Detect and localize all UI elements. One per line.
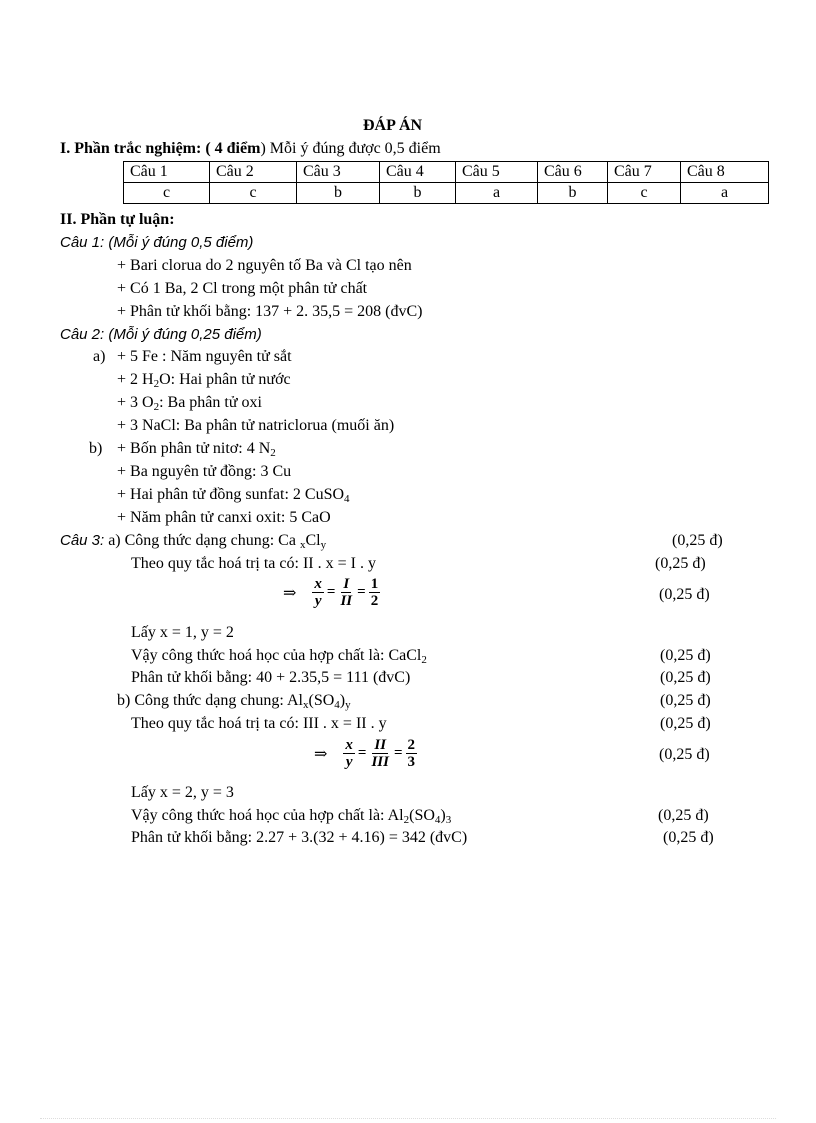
answer-cell: c	[210, 183, 297, 204]
q2-b1-sub: 2	[270, 447, 276, 459]
part2-heading: II. Phần tự luận:	[60, 211, 175, 228]
answer-cell: b	[380, 183, 456, 204]
fraction	[406, 737, 418, 770]
part1-close: )	[260, 140, 266, 157]
denominator: y	[314, 593, 322, 609]
q3-a-pre: a) Công thức dạng chung: Ca	[104, 532, 300, 549]
q3-b-formula-s3: 3	[445, 814, 452, 826]
score-mark: (0,25 đ)	[655, 555, 706, 572]
q2-a3-post: : Ba phân tử oxi	[159, 394, 262, 411]
q3-b-pre: b) Công thức dạng chung: Al	[117, 692, 303, 709]
q3-a-formula	[131, 646, 427, 666]
q2-a-line-3	[117, 393, 262, 413]
implies-symbol: ⇒	[314, 745, 328, 763]
page-title: ĐÁP ÁN	[363, 117, 423, 134]
header-cell: Câu 2	[210, 162, 297, 183]
q2-a2-pre: + 2 H	[117, 371, 154, 388]
q2-b3-pre: + Hai phân tử đồng sunfat: 2 CuSO	[117, 486, 345, 503]
q3-b-formula-s2: 4	[434, 814, 441, 826]
score-mark: (0,25 đ)	[663, 829, 714, 846]
header-cell: Câu 6	[538, 162, 608, 183]
q3-b-mass: Phân tử khối bằng: 2.27 + 3.(32 + 4.16) = 342 (đvC)	[131, 829, 468, 846]
q3-b-mid2: )	[339, 692, 346, 709]
q2-a3-sub: 2	[153, 401, 160, 413]
q3-b-rule: Theo quy tắc hoá trị ta có: III . x = II . y	[131, 715, 387, 732]
denominator: III	[371, 754, 389, 770]
answer-cell: b	[297, 183, 380, 204]
score-mark: (0,25 đ)	[660, 647, 711, 664]
q3-b-formula	[131, 806, 451, 826]
answer-cell: c	[608, 183, 681, 204]
part1-heading-line	[60, 139, 441, 159]
q3-b-sub1: x	[302, 699, 309, 711]
score-mark: (0,25 đ)	[660, 692, 711, 709]
numerator: x	[314, 576, 322, 592]
equals-sign: =	[357, 745, 367, 761]
part1-heading: I. Phần trắc nghiệm:	[60, 140, 202, 157]
header-cell: Câu 8	[681, 162, 769, 183]
q2-a-marker: a)	[93, 348, 106, 365]
page-bottom-divider	[40, 1118, 776, 1119]
q3-label: Câu 3:	[60, 532, 105, 549]
answer-cell: b	[538, 183, 608, 204]
answer-cell: c	[124, 183, 210, 204]
q2-b1-pre: + Bốn phân tử nitơ: 4 N	[117, 440, 271, 457]
q3-b-formula-m2: )	[440, 807, 446, 824]
equals-sign: =	[393, 745, 403, 761]
q1-label: Câu 1: (Mỗi ý đúng 0,5 điểm)	[60, 234, 254, 251]
q1-line-2: + Có 1 Ba, 2 Cl trong một phân tử chất	[117, 280, 368, 297]
score-mark: (0,25 đ)	[660, 715, 711, 732]
q3-b-mid: (SO	[308, 692, 335, 709]
score-mark: (0,25 đ)	[659, 746, 710, 763]
denominator: 3	[407, 754, 416, 770]
q2-b-line-2: + Ba nguyên tử đồng: 3 Cu	[117, 463, 292, 480]
q2-a-line-4: + 3 NaCl: Ba phân tử natriclorua (muối ăn)	[117, 417, 395, 434]
q3-a-line	[60, 531, 326, 551]
part1-points: ( 4 điểm	[205, 140, 261, 157]
fraction	[369, 737, 391, 770]
score-mark: (0,25 đ)	[672, 532, 723, 549]
fraction	[312, 576, 324, 609]
q3-b-fraction	[314, 737, 419, 770]
implies-symbol: ⇒	[283, 584, 297, 602]
fraction	[343, 737, 355, 770]
part1-note: Mỗi ý đúng được 0,5 điểm	[265, 140, 441, 157]
header-cell: Câu 1	[124, 162, 210, 183]
q3-b-formula-s1: 2	[403, 814, 410, 826]
header-cell: Câu 4	[380, 162, 456, 183]
q3-b-sub3: y	[345, 699, 351, 711]
q2-a2-sub: 2	[153, 378, 160, 390]
q3-b-line	[117, 691, 351, 711]
numerator: I	[343, 576, 350, 592]
q1-line-3: + Phân tử khối bằng: 137 + 2. 35,5 = 208 (đvC)	[117, 303, 423, 320]
q3-b-sub2: 4	[334, 699, 340, 711]
q2-a2-post: O: Hai phân tử nước	[159, 371, 291, 388]
q2-a-line-1: + 5 Fe : Năm nguyên tử sắt	[117, 348, 292, 365]
q3-a-formula-pre: Vậy công thức hoá học của hợp chất là: CaCl	[131, 647, 422, 664]
equals-sign: =	[326, 584, 336, 600]
numerator: II	[374, 737, 387, 753]
equals-sign: =	[357, 584, 366, 600]
score-mark: (0,25 đ)	[659, 586, 710, 603]
q3-b-take: Lấy x = 2, y = 3	[131, 784, 234, 801]
answer-cell: a	[681, 183, 769, 204]
q3-a-rule: Theo quy tắc hoá trị ta có: II . x = I . y	[131, 555, 376, 572]
answer-table-header-row	[124, 162, 769, 183]
numerator: x	[345, 737, 353, 753]
answer-table	[123, 161, 769, 204]
q3-a-fraction	[283, 576, 382, 609]
q2-a-line-2	[117, 370, 291, 390]
q3-a-sub2: y	[320, 539, 327, 551]
header-cell: Câu 3	[297, 162, 380, 183]
denominator: y	[345, 754, 353, 770]
q2-b-line-3	[117, 485, 350, 505]
q3-a-sub1: x	[299, 539, 306, 551]
fraction	[338, 576, 354, 609]
q3-b-formula-m: (SO	[409, 807, 435, 824]
header-cell: Câu 5	[456, 162, 538, 183]
q3-a-formula-sub: 2	[421, 654, 427, 666]
q2-a3-pre: + 3 O	[117, 394, 154, 411]
score-mark: (0,25 đ)	[658, 807, 709, 824]
q3-a-take: Lấy x = 1, y = 2	[131, 624, 234, 641]
q3-a-mid: Cl	[305, 532, 321, 549]
q3-b-formula-pre: Vậy công thức hoá học của hợp chất là: Al	[131, 807, 404, 824]
q2-b-marker: b)	[89, 440, 103, 457]
q2-b-line-1	[117, 439, 276, 459]
q2-label: Câu 2: (Mỗi ý đúng 0,25 điểm)	[60, 326, 262, 343]
answer-cell: a	[456, 183, 538, 204]
numerator: 1	[370, 576, 379, 592]
q1-line-1: + Bari clorua do 2 nguyên tố Ba và Cl tạo nên	[117, 257, 412, 274]
q3-a-mass: Phân tử khối bằng: 40 + 2.35,5 = 111 (đvC)	[131, 669, 411, 686]
denominator: 2	[370, 593, 379, 609]
score-mark: (0,25 đ)	[660, 669, 711, 686]
answer-table-value-row	[124, 183, 769, 204]
denominator: II	[340, 593, 353, 609]
fraction	[369, 576, 381, 609]
numerator: 2	[407, 737, 416, 753]
q2-b-line-4: + Năm phân tử canxi oxit: 5 CaO	[117, 509, 331, 526]
q2-b3-sub: 4	[344, 493, 350, 505]
header-cell: Câu 7	[608, 162, 681, 183]
